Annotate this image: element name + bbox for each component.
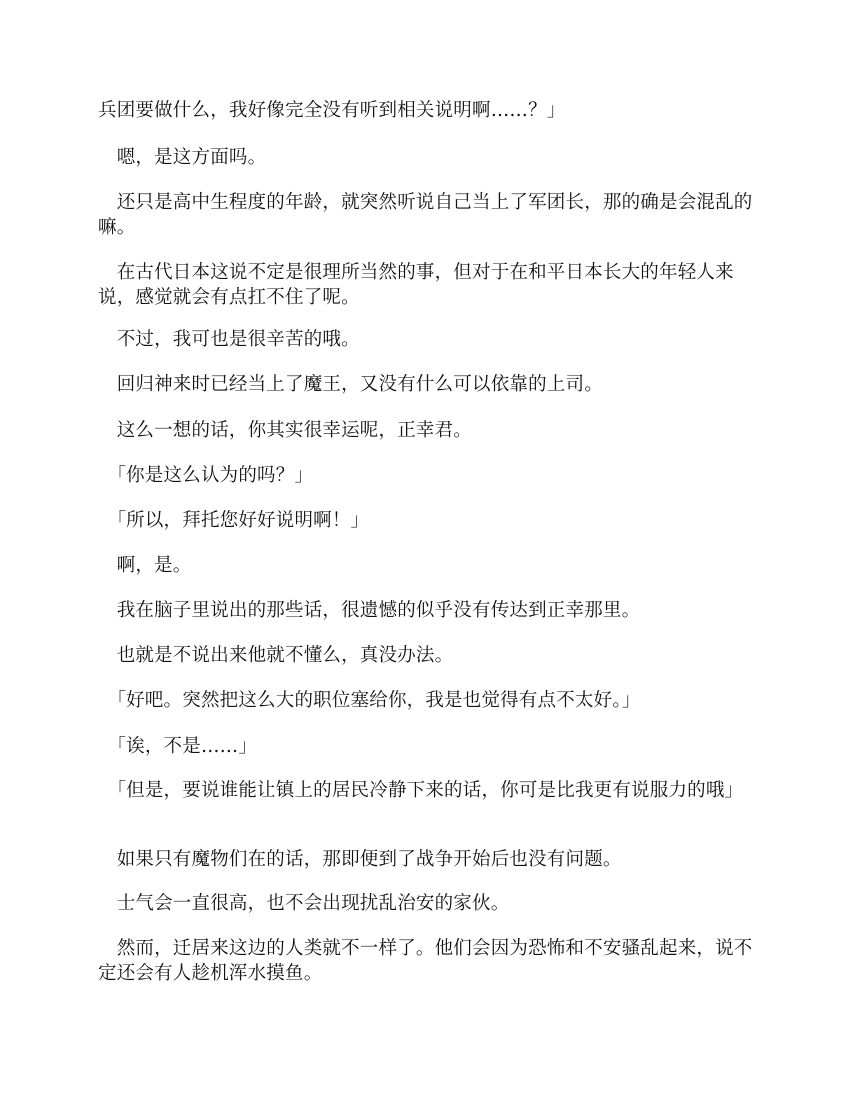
- paragraph-4: 在古代日本这说不定是很理所当然的事，但对于在和平日本长大的年轻人来说，感觉就会有点扛不住了呢。: [98, 262, 734, 308]
- paragraph-2: 嗯，是这方面吗。: [98, 147, 267, 168]
- paragraph-13: 「好吧。突然把这么大的职位塞给你，我是也觉得有点不太好。」: [98, 690, 641, 711]
- paragraph-5: 不过，我可也是很辛苦的哦。: [98, 329, 360, 350]
- paragraph-6: 回归神来时已经当上了魔王，又没有什么可以依靠的上司。: [98, 374, 603, 395]
- paragraph-9: 「所以，拜托您好好说明啊！」: [98, 510, 370, 531]
- paragraph-7: 这么一想的话，你其实很幸运呢，正幸君。: [98, 420, 473, 441]
- paragraph-11: 我在脑子里说出的那些话，很遗憾的似乎没有传达到正幸那里。: [98, 600, 641, 621]
- paragraph-3: 还只是高中生程度的年龄，就突然听说自己当上了军团长，那的确是会混乱的嘛。: [98, 192, 753, 238]
- paragraph-1: 兵团要做什么，我好像完全没有听到相关说明啊……？」: [98, 100, 566, 121]
- paragraph-14: 「诶，不是……」: [98, 736, 258, 757]
- paragraph-8: 「你是这么认为的吗？」: [98, 465, 314, 486]
- paragraph-10: 啊，是。: [98, 555, 192, 576]
- paragraph-12: 也就是不说出来他就不懂么，真没办法。: [98, 645, 454, 666]
- paragraph-17: 士气会一直很高，也不会出现扰乱治安的家伙。: [98, 893, 510, 914]
- paragraph-16: 如果只有魔物们在的话，那即便到了战争开始后也没有问题。: [98, 849, 622, 870]
- paragraph-18: 然而，迁居来这边的人类就不一样了。他们会因为恐怖和不安骚乱起来，说不定还会有人趁机浑水摸鱼。: [98, 938, 753, 984]
- paragraph-15: 「但是，要说谁能让镇上的居民冷静下来的话，你可是比我更有说服力的哦」: [98, 780, 744, 801]
